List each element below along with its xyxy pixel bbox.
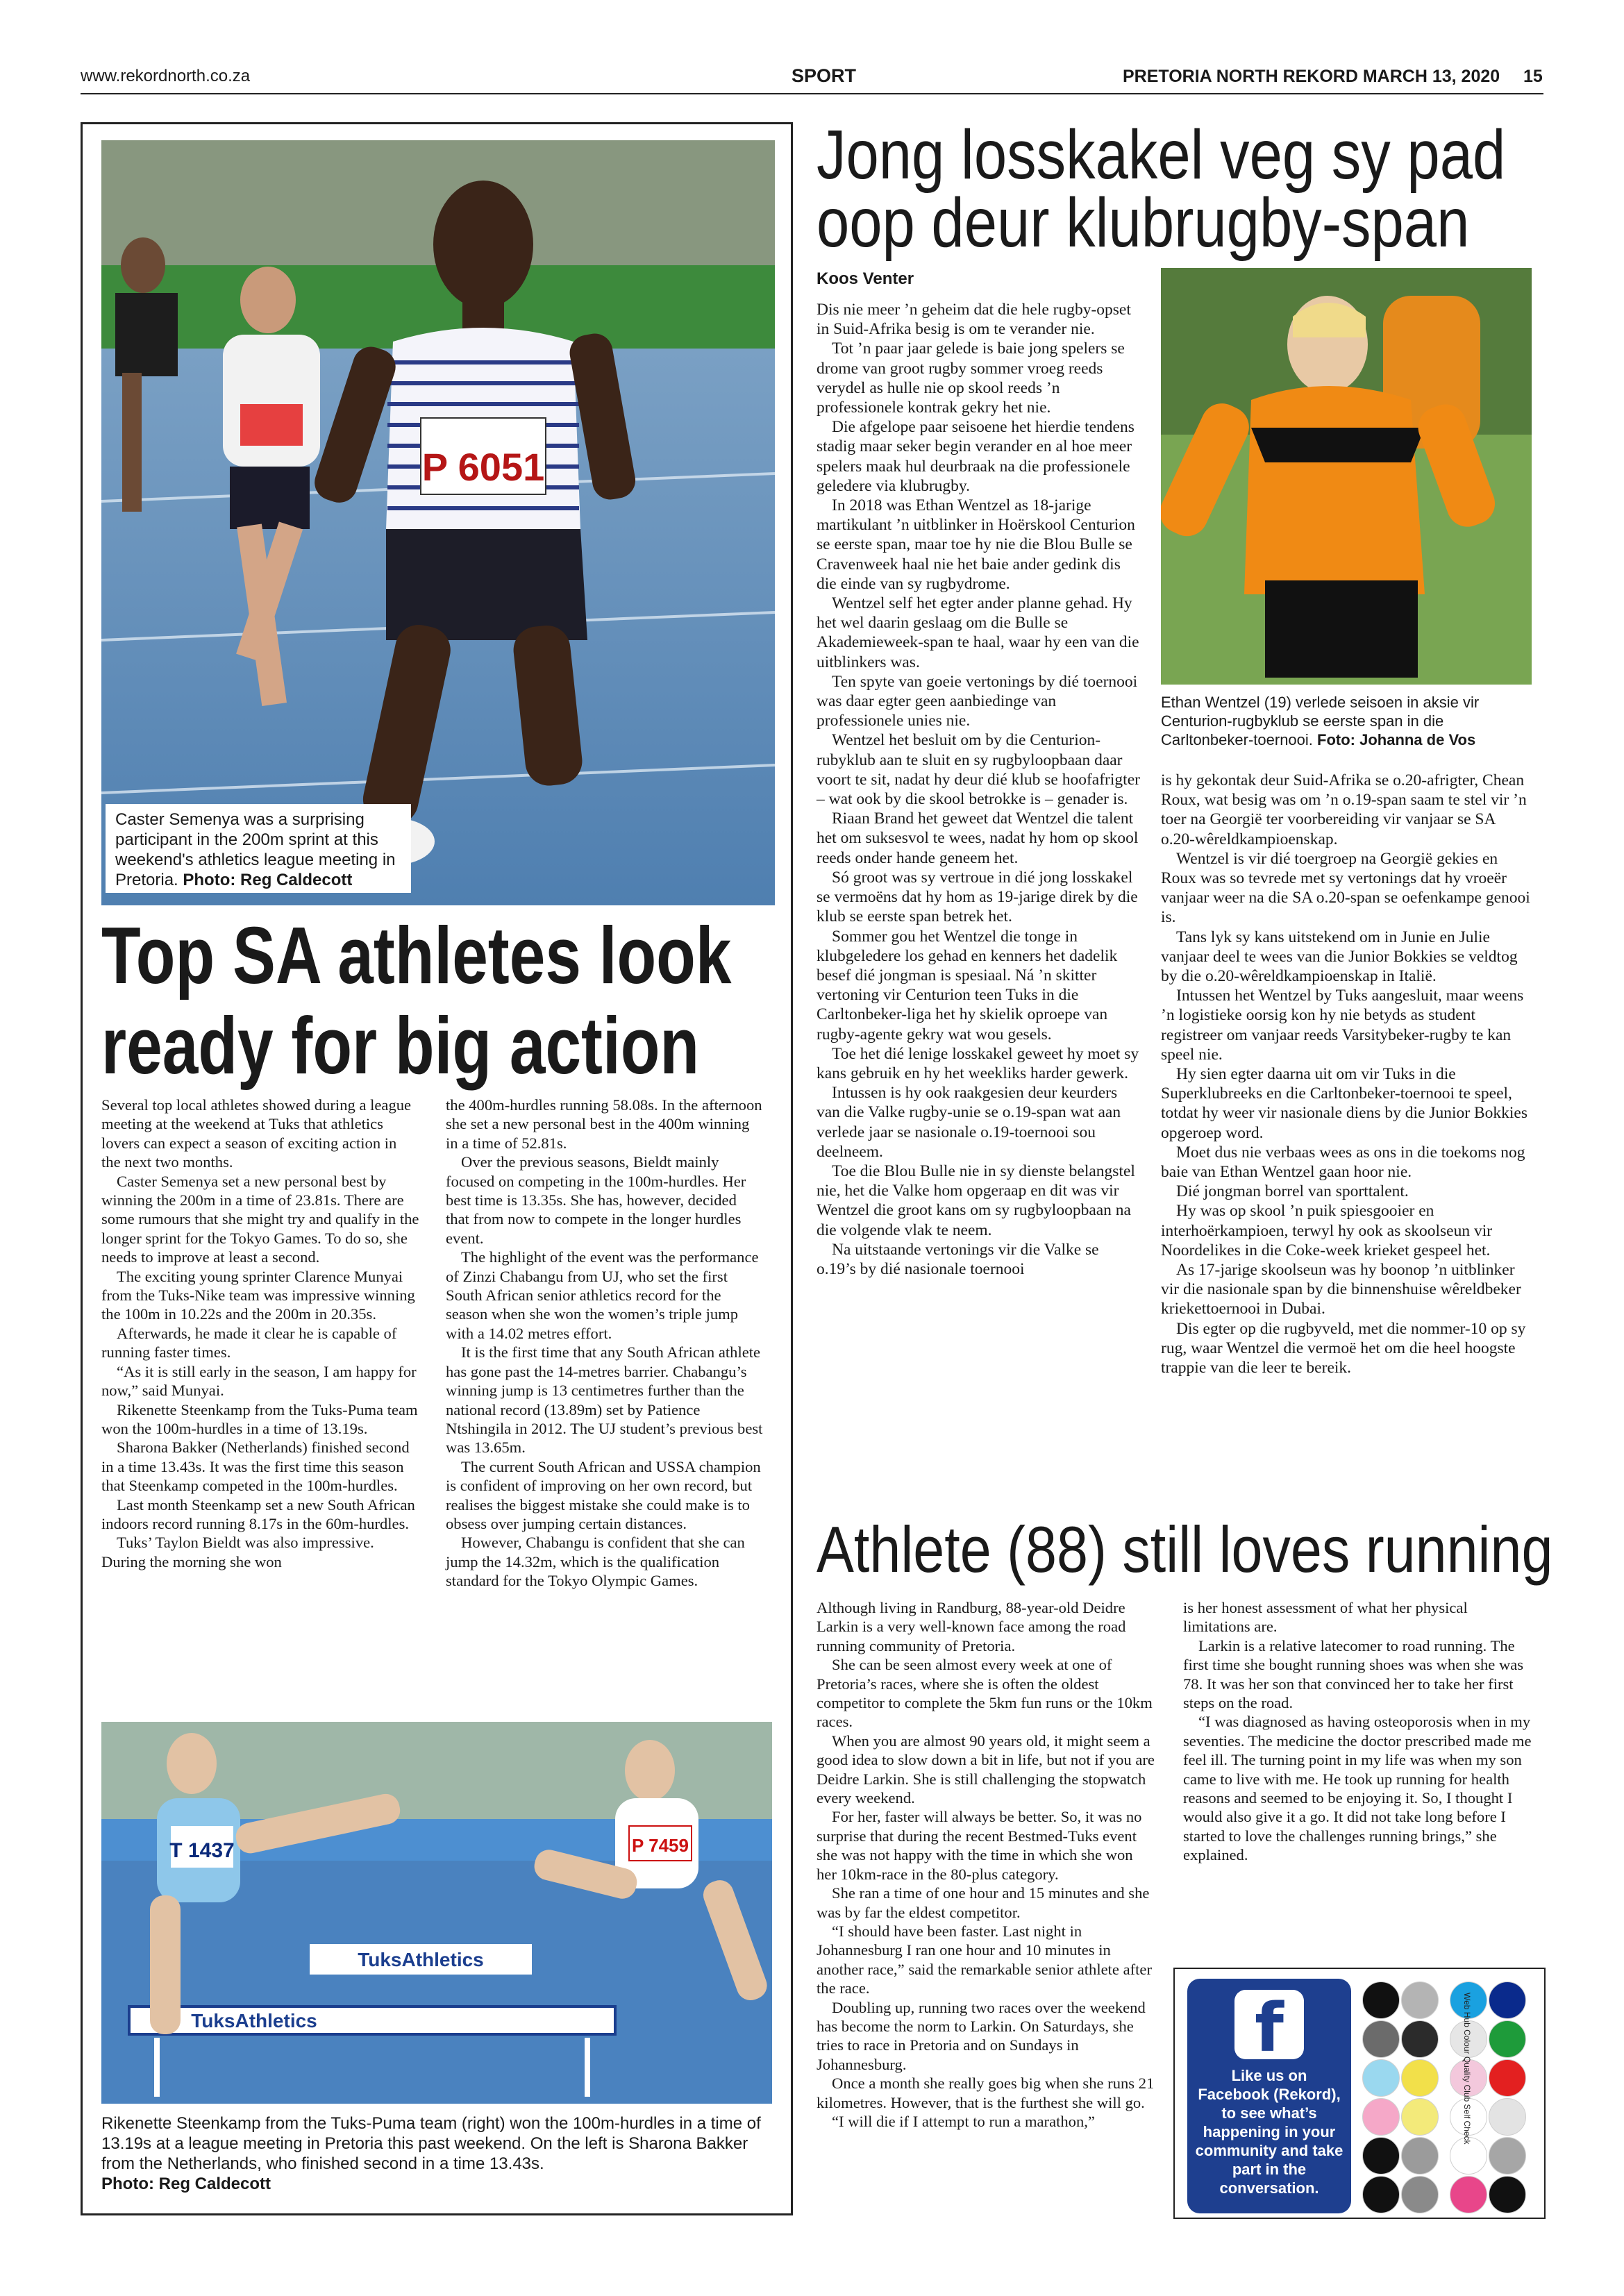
rugby-col1-para: Die afgelope paar seisoene het hierdie tendens stadig maar seker begin verander en al hoe meer spelers maak hul deurbraak na die professionele geledere via klubrugby. xyxy=(817,418,1135,495)
colour-dot xyxy=(1362,1981,1400,2019)
svg-text:TuksAthletics: TuksAthletics xyxy=(191,2010,317,2031)
runner-headline: Athlete (88) still loves running xyxy=(817,1513,1553,1586)
colour-dot xyxy=(1401,2059,1439,2097)
runner-col1-para: For her, faster will always be better. So, it was no surprise that during the recent Bestmed-Tuks event she was not happy with the time in which she won her 10km-race in the 80-plus category. xyxy=(817,1808,1142,1883)
colour-check-label: Web Hub Colour Quality Club Self Check xyxy=(1462,1993,1472,2145)
colour-dot xyxy=(1401,1981,1439,2019)
facebook-icon[interactable]: f xyxy=(1234,1990,1304,2059)
rugby-photo-credit: Foto: Johanna de Vos xyxy=(1317,731,1476,748)
main-headline-line1: Top SA athletes look xyxy=(101,910,732,1000)
rugby-col2 xyxy=(1161,771,1532,1377)
rugby-col1-para: Wentzel het besluit om by die Centurion-rubyklub aan te sluit en sy rugbyloopbaan daar voort te sit, nadat hy deur dié klub se hoofafrigter – wat ook by die skool betrokke is – genader is. xyxy=(817,731,1140,809)
main-col1-para: Rikenette Steenkamp from the Tuks-Puma team won the 100m-hurdles in a time of 13.19s. xyxy=(101,1400,418,1437)
runner-col1-para: She can be seen almost every week at one of Pretoria’s races, where she is often the oldest competitor to complete the 5km fun runs or the 10km races. xyxy=(817,1656,1153,1731)
rugby-headline-line1: Jong losskakel veg sy pad xyxy=(817,116,1506,194)
colour-dot xyxy=(1489,2059,1526,2097)
bib-t1437: T 1437 xyxy=(169,1839,235,1862)
rugby-col1-para: Toe die Blou Bulle nie in sy dienste belangstel nie, het die Valke hom opgeraap en dit was vir Wentzel die groot kans om sy rugbyloopbaan na die volgende vlak te neem. xyxy=(817,1162,1135,1239)
runner-col1-para: Once a month she really goes big when she runs 21 kilometres. However, that is the furthest she will go. xyxy=(817,2075,1155,2111)
facebook-promo-text: Like us on Facebook (Rekord), to see what’s happening in your community and take part in the conversation. xyxy=(1195,2067,1343,2197)
main-col2-para: It is the first time that any South African athlete has gone past the 14-metres barrier. Chabangu’s winning jump is 13 centimetres further than the national record (13.89m) set by Patience Ntshingila in 2012. The UJ student’s previous best was 13.65m. xyxy=(446,1343,763,1457)
rugby-col2-para: As 17-jarige skoolseun was hy boonop ’n uitblinker vir die nasionale span by die binnenshuise wêreldbeker kriekettoernooi in Dubai. xyxy=(1161,1261,1521,1318)
main-col1-para: Several top local athletes showed during a league meeting at the weekend at Tuks that athletics lovers can expect a season of exciting action in the next two months. xyxy=(101,1096,412,1171)
runner-col1-para: “I will die if I attempt to run a marathon,” xyxy=(832,2112,1095,2130)
main-col1-para: Afterwards, he made it clear he is capable of running faster times. xyxy=(101,1324,397,1361)
rugby-byline: Koos Venter xyxy=(817,269,914,288)
rugby-col1-para: Wentzel self het egter ander planne gehad. Hy het wel daarin geslaag om die Bulle se Akademieweek-span te haal, waar hy een van die uitblinkers was. xyxy=(817,594,1139,671)
hurdles-caption-text: Rikenette Steenkamp from the Tuks-Puma team (right) won the 100m-hurdles in a time of 13.19s at a league meeting in Pretoria this past weekend. On the left is Sharona Bakker from the Netherlands, who finished second in a time 13.43s. xyxy=(101,2114,761,2173)
colour-dot xyxy=(1401,2176,1439,2213)
rugby-photo xyxy=(1161,268,1532,685)
runner-col1-para: Doubling up, running two races over the weekend has become the norm to Larkin. On Saturdays, she tries to race in Pretoria and on Sundays in Johannesburg. xyxy=(817,1998,1146,2073)
rugby-col2-para: is hy gekontak deur Suid-Afrika se o.20-afrigter, Chean Roux, wat besig was om ’n o.19-span saam te stel vir ’n toer na Georgië ter voorbereiding vir vanjaar se SA o.20-wêreldkampioenskap. xyxy=(1161,771,1527,848)
colour-dot xyxy=(1362,2137,1400,2175)
colour-dot xyxy=(1489,1981,1526,2019)
semenya-caption-text: Caster Semenya was a surprising participant in the 200m sprint at this weekend's athletics league meeting in Pretoria. xyxy=(115,810,396,889)
rugby-headline-line2: oop deur klubrugby-span xyxy=(817,184,1470,262)
runner-col1-para: Although living in Randburg, 88-year-old Deidre Larkin is a very well-known face among the road running community of Pretoria. xyxy=(817,1599,1126,1654)
main-col1-para: The exciting young sprinter Clarence Munyai from the Tuks-Nike team was impressive winning the 100m in 10.22s and the 200m in 20.35s. xyxy=(101,1267,415,1323)
colour-dot xyxy=(1401,2137,1439,2175)
rugby-col2-para: Dis egter op die rugbyveld, met die nommer-10 op sy rug, waar Wentzel die vermoë het om die heel hoogste trappie van die leer te bereik. xyxy=(1161,1319,1526,1377)
rugby-col2-para: Dié jongman borrel van sporttalent. xyxy=(1176,1182,1409,1201)
main-story-col1 xyxy=(101,1096,419,1571)
page-number: 15 xyxy=(1523,67,1543,86)
main-col1-para: Sharona Bakker (Netherlands) finished second in a time 13.43s. It was the first time this season that Steenkamp competed in the 100m-hurdles. xyxy=(101,1439,410,1495)
colour-dot xyxy=(1362,2176,1400,2213)
colour-dot xyxy=(1489,2098,1526,2136)
bib-p7459: P 7459 xyxy=(632,1835,689,1856)
rugby-col2-para: Tans lyk sy kans uitstekend om in Junie en Julie vanjaar deel te wees van die Junior Bokkies se veldtog by die o.20-wêreldkampioenskap in Italië. xyxy=(1161,928,1518,986)
main-headline-line2: ready for big action xyxy=(101,1000,700,1091)
hurdles-photo xyxy=(101,1722,772,2104)
rugby-col1-para: Riaan Brand het geweet dat Wentzel die talent het om suksesvol te wees, nadat hy hom op skool reeds onder hande geneem het. xyxy=(817,810,1139,867)
runner-col1-para: “I should have been faster. Last night in Johannesburg I ran one hour and 10 minutes in another race,” said the remarkable senior athlete after the race. xyxy=(817,1922,1152,1997)
bib-number: P 6051 xyxy=(421,445,545,489)
main-story-col2 xyxy=(446,1096,764,1591)
runner-col2-para: “I was diagnosed as having osteoporosis when in my seventies. The medicine the doctor prescribed made me feel ill. The turning point in my life was when my son came to live with me. He took up running for health reasons and seemed to be enjoying it. So, I thought I would also give it a go. It did not take long before I started to love the challenges running brings,” she explained. xyxy=(1183,1713,1532,1864)
rugby-col1-para: Tot ’n paar jaar gelede is baie jong spelers se drome van groot rugby sommer vroeg reeds verydel as hulle nie op skool reeds ’n professionele kontrak gekry het nie. xyxy=(817,340,1125,417)
rugby-col1-para: Na uitstaande vertonings vir die Valke se o.19’s by dié nasionale toernooi xyxy=(817,1240,1099,1278)
colour-dot xyxy=(1401,2098,1439,2136)
runner-col2-para: is her honest assessment of what her physical limitations are. xyxy=(1183,1599,1468,1636)
colour-dot xyxy=(1362,2098,1400,2136)
semenya-photo-credit: Photo: Reg Caldecott xyxy=(183,871,353,889)
semenya-photo-caption xyxy=(106,804,411,893)
runner-col1 xyxy=(817,1598,1157,2131)
runner-col2 xyxy=(1183,1598,1532,1865)
main-col2-para: The highlight of the event was the performance of Zinzi Chabangu from UJ, who set the first South African senior athletics record for the season when she won the women’s triple jump with a 14.02 metres effort. xyxy=(446,1248,759,1342)
runner-col2-para: Larkin is a relative latecomer to road running. The first time she bought running shoes was when she was 78. It was her son that convinced her to take her first steps on the road. xyxy=(1183,1636,1524,1712)
colour-dot xyxy=(1362,2059,1400,2097)
rugby-col1-para: Dis nie meer ’n geheim dat die hele rugby-opset in Suid-Afrika besig is om te verander nie. xyxy=(817,301,1131,339)
runner-col1-para: When you are almost 90 years old, it might seem a good idea to slow down a bit in life, but not if you are Deidre Larkin. She is still challenging the stopwatch every weekend. xyxy=(817,1732,1155,1807)
colour-dot xyxy=(1489,2137,1526,2175)
rugby-col1-para: Ten spyte van goeie vertonings by dié toernooi was daar egter geen aanbiedinge van professionele unies nie. xyxy=(817,672,1138,730)
website-url[interactable]: www.rekordnorth.co.za xyxy=(81,67,251,85)
main-col1-para: “As it is still early in the season, I am happy for now,” said Munyai. xyxy=(101,1362,417,1400)
rugby-col1-para: Toe het dié lenige losskakel geweet hy moet sy kans gebruik en hy het weekliks harder gewerk. xyxy=(817,1044,1139,1082)
rugby-col2-para: Wentzel is vir dié toergroep na Georgië gekies en Roux was so tevrede met sy vertonings dat hy vroeër vanjaar weer na die SA o.20-span se oefenkampe genooi is. xyxy=(1161,849,1530,927)
publication-date: PRETORIA NORTH REKORD MARCH 13, 2020 xyxy=(1123,67,1500,86)
rugby-col2-para: Intussen het Wentzel by Tuks aangesluit, maar weens ’n logistieke oorsig kon hy nie betyds as student registreer om vanjaar reeds Varsitybeker-rugby te kan speel nie. xyxy=(1161,987,1524,1064)
colour-dot xyxy=(1489,2176,1526,2213)
hurdles-photo-credit: Photo: Reg Caldecott xyxy=(101,2175,271,2193)
main-col1-para: Caster Semenya set a new personal best by winning the 200m in a time of 23.81s. There are some rumours that she might try and qualify in the longer sprint for the Tokyo Games. To do so, she needs to improve at least a second. xyxy=(101,1172,419,1266)
colour-dot xyxy=(1401,2020,1439,2058)
rugby-col2-para: Hy was op skool ’n puik spiesgooier en interhoërkampioen, terwyl hy ook as skoolseun vir Noordelikes in die Coke-week krieket gespeel het. xyxy=(1161,1202,1493,1259)
facebook-promo[interactable] xyxy=(1187,1979,1351,2213)
rugby-col1-para: Sommer gou het Wentzel die tonge in klubgeledere los gehad en kenners het dadelik besef dié jongman is spesiaal. Ná ’n skitter vertoning vir Centurion teen Tuks in die Carltonbeker-liga het hy skielik oproepe van rugby-agente gekry wat wou gesels. xyxy=(817,927,1118,1044)
colour-dot xyxy=(1362,2020,1400,2058)
semenya-photo xyxy=(101,140,775,905)
section-label: SPORT xyxy=(792,65,857,86)
rugby-caption-text: Ethan Wentzel (19) verlede seisoen in aksie vir Centurion-rugbyklub se eerste span in die Carltonbeker-toernooi. xyxy=(1161,694,1480,748)
rugby-photo-caption xyxy=(1161,693,1532,749)
rugby-col1-para: Intussen is hy ook raakgesien deur keurders van die Valke rugby-unie se o.19-span wat aan verlede jaar se nasionale o.19-toernooi sou deelneem. xyxy=(817,1084,1121,1161)
main-col2-para: The current South African and USSA champion is confident of improving on her own record, but realises the biggest mistake she could make is to obsess over jumping certain distances. xyxy=(446,1457,761,1532)
colour-dot xyxy=(1489,2020,1526,2058)
hurdles-caption xyxy=(101,2113,775,2194)
rugby-col2-para: Hy sien egter daarna uit om vir Tuks in die Superklubreeks en die Carltonbeker-toernooi te speel, totdat hy weer vir nasionale diens by die Junior Bokkies opgeroep word. xyxy=(1161,1065,1527,1142)
rugby-col2-para: Moet dus nie verbaas wees as ons in die toekoms nog baie van Ethan Wentzel gaan hoor nie. xyxy=(1161,1143,1525,1182)
runner-col1-para: She ran a time of one hour and 15 minutes and she was by far the eldest competitor. xyxy=(817,1884,1150,1921)
main-col1-para: Last month Steenkamp set a new South African indoors record running 8.17s in the 60m-hurdles. xyxy=(101,1495,415,1532)
main-col2-para: However, Chabangu is confident that she can jump the 14.32m, which is the qualification standard for the Tokyo Olympic Games. xyxy=(446,1534,745,1590)
rugby-col1-para: Só groot was sy vertroue in dié jong losskakel se vermoëns dat hy hom as 19-jarige direk by die klub se eerste span betrek het. xyxy=(817,868,1138,926)
header-rule xyxy=(81,93,1543,94)
main-col2-para: Over the previous seasons, Bieldt mainly focused on competing in the 100m-hurdles. Her best time is 13.35s. She has, however, decided that from now to compete in the longer hurdles event. xyxy=(446,1153,746,1247)
rugby-col1-para: In 2018 was Ethan Wentzel as 18-jarige martikulant ’n uitblinker in Hoërskool Centurion se eerste span, maar toe hy nie die Blou Bulle se Cravenweek haal nie het baie ander gedink dis die einde van sy rugbydrome. xyxy=(817,496,1135,593)
hurdles-banner-text: TuksAthletics xyxy=(358,1949,484,1970)
main-col1-para: Tuks’ Taylon Bieldt was also impressive. During the morning she won xyxy=(101,1534,374,1570)
main-col2-para: the 400m-hurdles running 58.08s. In the afternoon she set a new personal best in the 400m winning in a time of 52.81s. xyxy=(446,1096,762,1152)
rugby-col1 xyxy=(817,300,1140,1279)
